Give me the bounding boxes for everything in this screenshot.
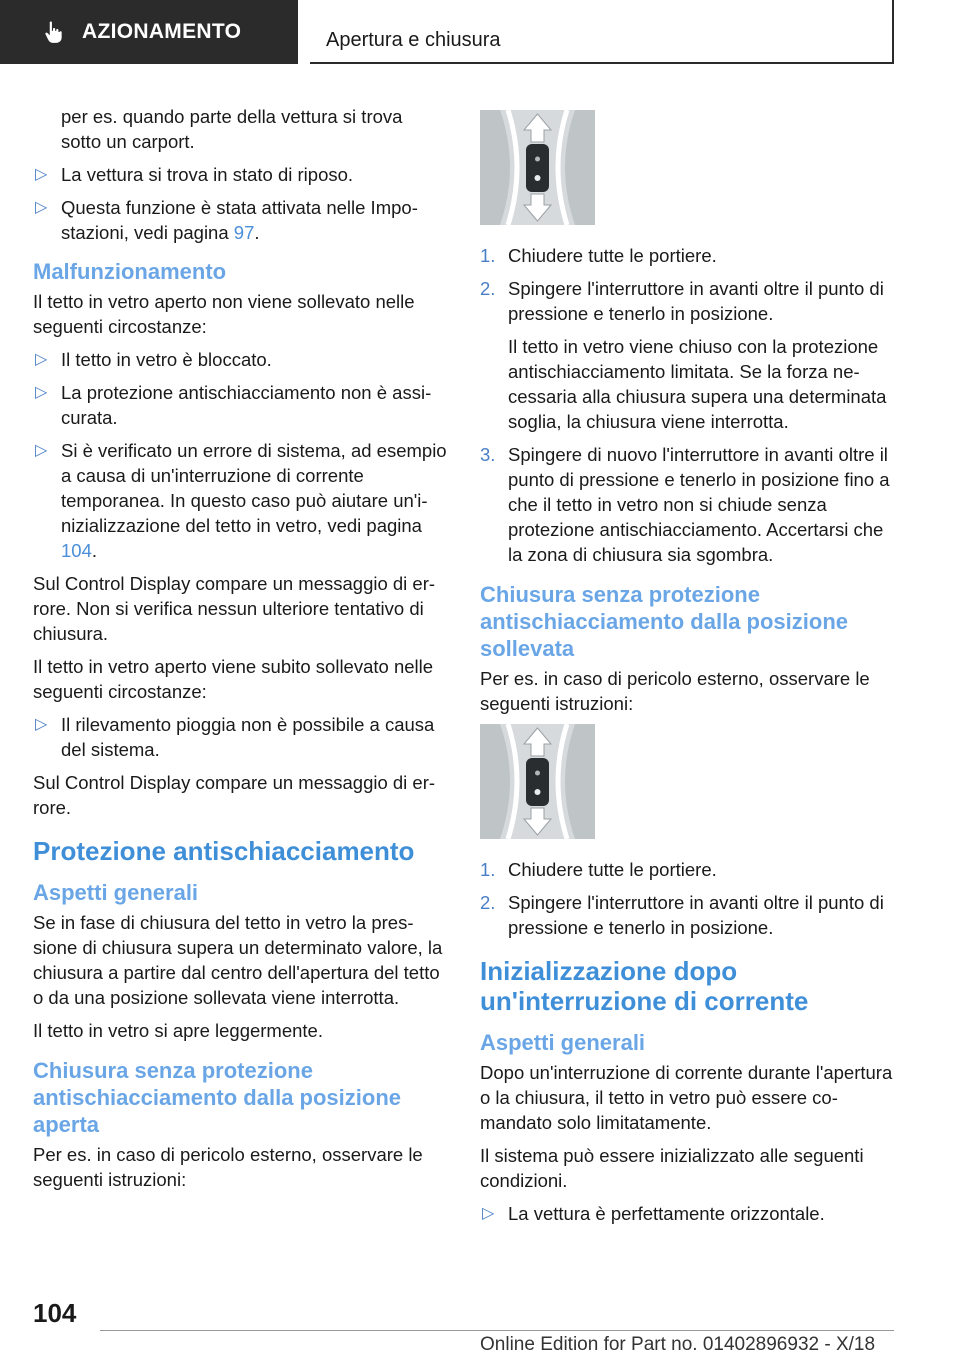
heading-malfunzionamento: Malfunzionamento xyxy=(33,259,227,284)
heading-aspetti-generali: Aspetti generali xyxy=(33,880,199,905)
step-note: Il tetto in vetro viene chiuso con la protezione antischiacciamento limitata. Se la forza necessaria alla chiusura supera una determinata soglia, la chiusura viene interrotta. xyxy=(508,336,887,432)
heading-protezione: Protezione antischiacciamento xyxy=(33,836,415,866)
triangle-bullet-icon: ▷ xyxy=(482,1205,495,1222)
footer-divider xyxy=(100,1330,894,1331)
triangle-bullet-icon: ▷ xyxy=(35,199,48,216)
triangle-bullet-icon: ▷ xyxy=(35,442,48,459)
list-item: ▷ Il tetto in vetro è bloccato. xyxy=(35,349,272,370)
numbered-step: 1. Chiudere tutte le portiere. xyxy=(480,859,717,880)
page-link-104[interactable]: 104 xyxy=(61,540,92,561)
list-item: ▷ Il rilevamento pioggia non è possibile a causa del sistema. xyxy=(35,714,435,760)
paragraph: Sul Control Display compare un messaggio di errore. Non si verifica nessun ulteriore tentativo di chiusura. xyxy=(33,573,436,644)
right-column xyxy=(480,104,894,1234)
numbered-step: 2. Spingere l'interruttore in avanti oltre il punto di pressione e tenerlo in posizione. xyxy=(480,892,884,938)
left-column xyxy=(33,104,447,1200)
roof-switch-illustration xyxy=(480,110,595,225)
paragraph: Il tetto in vetro aperto non viene sollevato nelle seguenti circostanze: xyxy=(33,291,415,337)
triangle-bullet-icon: ▷ xyxy=(35,351,48,368)
triangle-bullet-icon: ▷ xyxy=(35,384,48,401)
list-item: ▷ Questa funzione è stata attivata nelle Impostazioni, vedi pagina 97. xyxy=(35,197,418,243)
paragraph: Se in fase di chiusura del tetto in vetro la pressione di chiusura supera un determinato valore, la chiusura a partire dal centro dell'apertura del tetto o da una posizione sollevata viene interrotta. xyxy=(33,912,443,1008)
triangle-bullet-icon: ▷ xyxy=(35,716,48,733)
chapter-title-box xyxy=(310,0,894,64)
footer-edition: Online Edition for Part no. 01402896932 - X/18 xyxy=(480,1334,876,1355)
paragraph: Dopo un'interruzione di corrente durante l'apertura o la chiusura, il tetto in vetro può essere comandato solo limitatamente. xyxy=(480,1062,893,1133)
paragraph: Il tetto in vetro si apre leggermente. xyxy=(33,1020,323,1041)
roof-switch-illustration-2 xyxy=(480,724,595,839)
list-item: ▷ Si è verificato un errore di sistema, ad esempio a causa di un'interruzione di corrente temporanea. In questo caso può aiutare un'inizializzazione del tetto in vetro, vedi pagina 104. xyxy=(35,440,447,561)
page-number: 104 xyxy=(33,1298,77,1328)
paragraph: Il tetto in vetro aperto viene subito sollevato nelle seguenti circostanze: xyxy=(33,656,434,702)
paragraph: Per es. in caso di pericolo esterno, osservare le seguenti istruzioni: xyxy=(480,668,870,714)
triangle-bullet-icon: ▷ xyxy=(35,166,48,183)
list-item: ▷ La vettura si trova in stato di riposo. xyxy=(35,164,354,185)
list-item: ▷ La protezione antischiacciamento non è assicurata. xyxy=(35,382,432,428)
heading-chiusura-aperta: Chiusura senza protezione antischiacciamento dalla posizione aperta xyxy=(33,1058,401,1137)
numbered-step: 1. Chiudere tutte le portiere. xyxy=(480,245,717,266)
heading-inizializzazione: Inizializzazione dopo un'interruzione di corrente xyxy=(480,956,809,1016)
numbered-step: 3. Spingere di nuovo l'interruttore in avanti oltre il punto di pressione e tenerlo in posizione fino a che il tetto in vetro non si chiude senza protezione antischiacciamento. Accertarsi che la zona di chiusura sia sgombra. xyxy=(480,444,890,565)
heading-aspetti-generali-2: Aspetti generali xyxy=(480,1030,646,1055)
hand-touch-icon xyxy=(40,19,66,45)
heading-chiusura-sollevata: Chiusura senza protezione antischiacciamento dalla posizione sollevata xyxy=(480,582,848,661)
page-header xyxy=(0,0,896,64)
numbered-step: 2. Spingere l'interruttore in avanti oltre il punto di pressione e tenerlo in posizione. Il tetto in vetro viene chiuso con la protezione antischiacciamento limitata. Se la forza necessaria alla chiusura supera una determinata soglia, la chiusura viene interrotta. xyxy=(480,276,894,434)
section-name: AZIONAMENTO xyxy=(82,20,242,43)
paragraph: Il sistema può essere inizializzato alle seguenti condizioni. xyxy=(480,1145,864,1191)
section-tab xyxy=(0,0,298,64)
paragraph: Sul Control Display compare un messaggio di errore. xyxy=(33,772,436,818)
paragraph: Per es. in caso di pericolo esterno, osservare le seguenti istruzioni: xyxy=(33,1144,423,1190)
page-link-97[interactable]: 97 xyxy=(233,222,255,243)
chapter-title: Apertura e chiusura xyxy=(326,29,501,51)
list-item: ▷ La vettura è perfettamente orizzontale. xyxy=(482,1203,825,1224)
continued-text: per es. quando parte della vettura si trova sotto un carport. xyxy=(61,106,403,152)
